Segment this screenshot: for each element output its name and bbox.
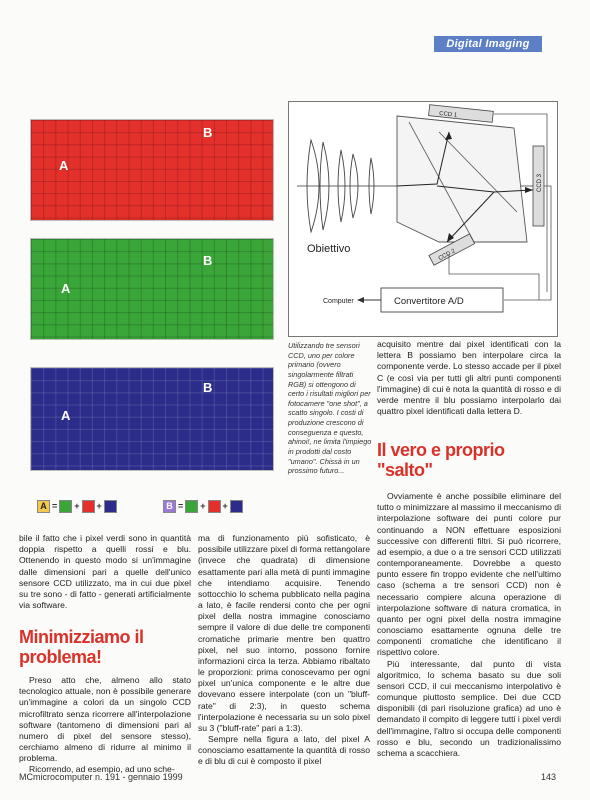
green-pixel-grid [30,238,274,340]
legend-blue-swatch [104,500,117,513]
legend-green-swatch [185,500,198,513]
ccd2-label: CCD 2 [437,248,457,263]
ccd-diagram-svg [289,102,559,338]
legend-green-swatch [59,500,72,513]
page-number: 143 [541,772,557,782]
paragraph: acquisito mentre dai pixel identificati con la lettera B possiamo ben interpolare circa la componente verde. Lo stesso accade per il pixel C (e così via per tutti gli altri punti componenti l'immagine) di cui è nota la quantità di rosso e di verde mentre il blu possiamo interpolarlo dai quattro pixel identificati dalla lettera D. [377,339,561,417]
grid-label-b: B [203,253,213,268]
legend-plus: + [200,501,206,511]
ccd1-label: CCD 1 [438,110,458,119]
ccd3-label: CCD 3 [537,173,543,192]
computer-label: Computer [323,298,354,305]
paragraph: Sempre nella figura a lato, del pixel A conosciamo esattamente la quantità di rosso e di blu di cui è composto il pixel [198,734,370,767]
column-2 [198,533,370,768]
three-ccd-diagram [288,101,558,337]
figure-caption: Utilizzando tre sensori CCD, uno per colore primario (ovvero singolarmente filtrati RGB) si ottengono di certo i risultati migliori per fotocamere "one shot", a scatto singolo. I costi di produzione crescono di conseguenza e questo, ahinoi!, ne limita l'impiego in prodotti dal costo "umano". Chissà in un prossimo futuro... [288,341,372,476]
paragraph: Ovviamente è anche possibile eliminare del tutto o minimizzare al massimo il meccanismo di interpolazione software dei punti colore pur continuando a NON effettuare esposizioni successive con differenti filtri. Si può ricorrere, ad esempio, a due o a tre sensori CCD utilizzati contemporaneamente. Dovrebbe a questo punto essere fin troppo evidente che nell'ultimo caso (schema a tre sensori CCD) non è necessario compiere alcuna operazione di interpolazione software di natura cromatica, in quanto per ogni pixel della nostra immagine conosciamo esattamente ognuna delle tre componenti cromatiche che identificano il rispettivo colore. [377,491,561,658]
grid-label-b: B [203,380,213,395]
grid-label-a: A [59,158,69,173]
paragraph: bile il fatto che i pixel verdi sono in quantità doppia rispetto a quelli rossi e blu. Ottenendo in questo modo si un'immagine dalle dimensioni pari a quelle dell'unico sensore CCD utilizzato, ma in cui due pixel su tre sono - di fatto - generati artificialmente via software. [19,533,191,611]
legend-red-swatch [208,500,221,513]
legend-equals: = [52,501,58,511]
legend-a [37,493,117,519]
section-tag: Digital Imaging [434,36,542,52]
column-3-top [377,339,561,417]
blue-pixel-grid [30,367,274,471]
legend-a-swatch: A [37,500,50,513]
legend-b [163,493,243,519]
paragraph: Preso atto che, almeno allo stato tecnologico attuale, non è possibile generare un'immagine a colori da un singolo CCD microfiltrato senza ricorrere all'interpolazione software (tantomeno di dimensioni pari al numero di pixel del sensore stesso), cerchiamo almeno di ridurre al minimo il problema. [19,675,191,764]
paragraph: ma di funzionamento più sofisticato, è possibile utilizzare pixel di forma rettangolare (invece che quadrata) di dimensione esattamente pari alla metà di punti immagine che intendiamo acquisire. Tenendo sottocchio lo schema pubblicato nella pagina a lato, è facile rendersi conto che per ogni pixel della nostra immagine conosciamo sempre il valore di due delle tre componenti cromatiche primarie mentre ben quattro pixel, nel suo intorno, possono fornire informazioni circa la terza. Abbiamo ribaltato le proporzioni: prima conoscevamo per ogni pixel un'unica componente e le altre due dovevano essere interpolate (con un "bluff-rate" di 2:3), in questo schema l'interpolazione è necessaria su un solo pixel su 3 ("bluff-rate" pari a 1:3). [198,533,370,733]
legend-equals: = [178,501,184,511]
lens-label: Obiettivo [307,243,351,255]
converter-label: Convertitore A/D [394,296,464,307]
grid-label-b: B [203,125,213,140]
red-pixel-grid [30,119,274,221]
legend-red-swatch [82,500,95,513]
legend-plus: + [222,501,228,511]
paragraph: Più interessante, dal punto di vista algoritmico, lo schema basato su due soli sensori CCD, il cui meccanismo interpolativo è comunque piuttosto semplice. Dei due CCD disponibili (di pari risoluzione grafica) ad uno è demandato il compito di leggere tutti i pixel verdi dell'immagine, l'altro si occupa delle componenti rosso e blu, secondo un tradizionalissimo schema a scacchiera. [377,658,561,758]
heading-minimizziamo: Minimizziamo il problema! [19,627,144,667]
legend-plus: + [74,501,80,511]
footer-publication: MCmicrocomputer n. 191 - gennaio 1999 [19,772,183,782]
paragraph: Ricorrendo, ad esempio, ad uno sche- [29,764,175,775]
column-1-intro [19,533,191,611]
legend-blue-swatch [230,500,243,513]
heading-salto: Il vero e proprio "salto" [377,440,505,480]
legend-b-swatch: B [163,500,176,513]
column-3-body [377,491,561,759]
legend-plus: + [96,501,102,511]
grid-label-a: A [61,281,71,296]
column-1-body [19,675,191,776]
grid-label-a: A [61,408,71,423]
